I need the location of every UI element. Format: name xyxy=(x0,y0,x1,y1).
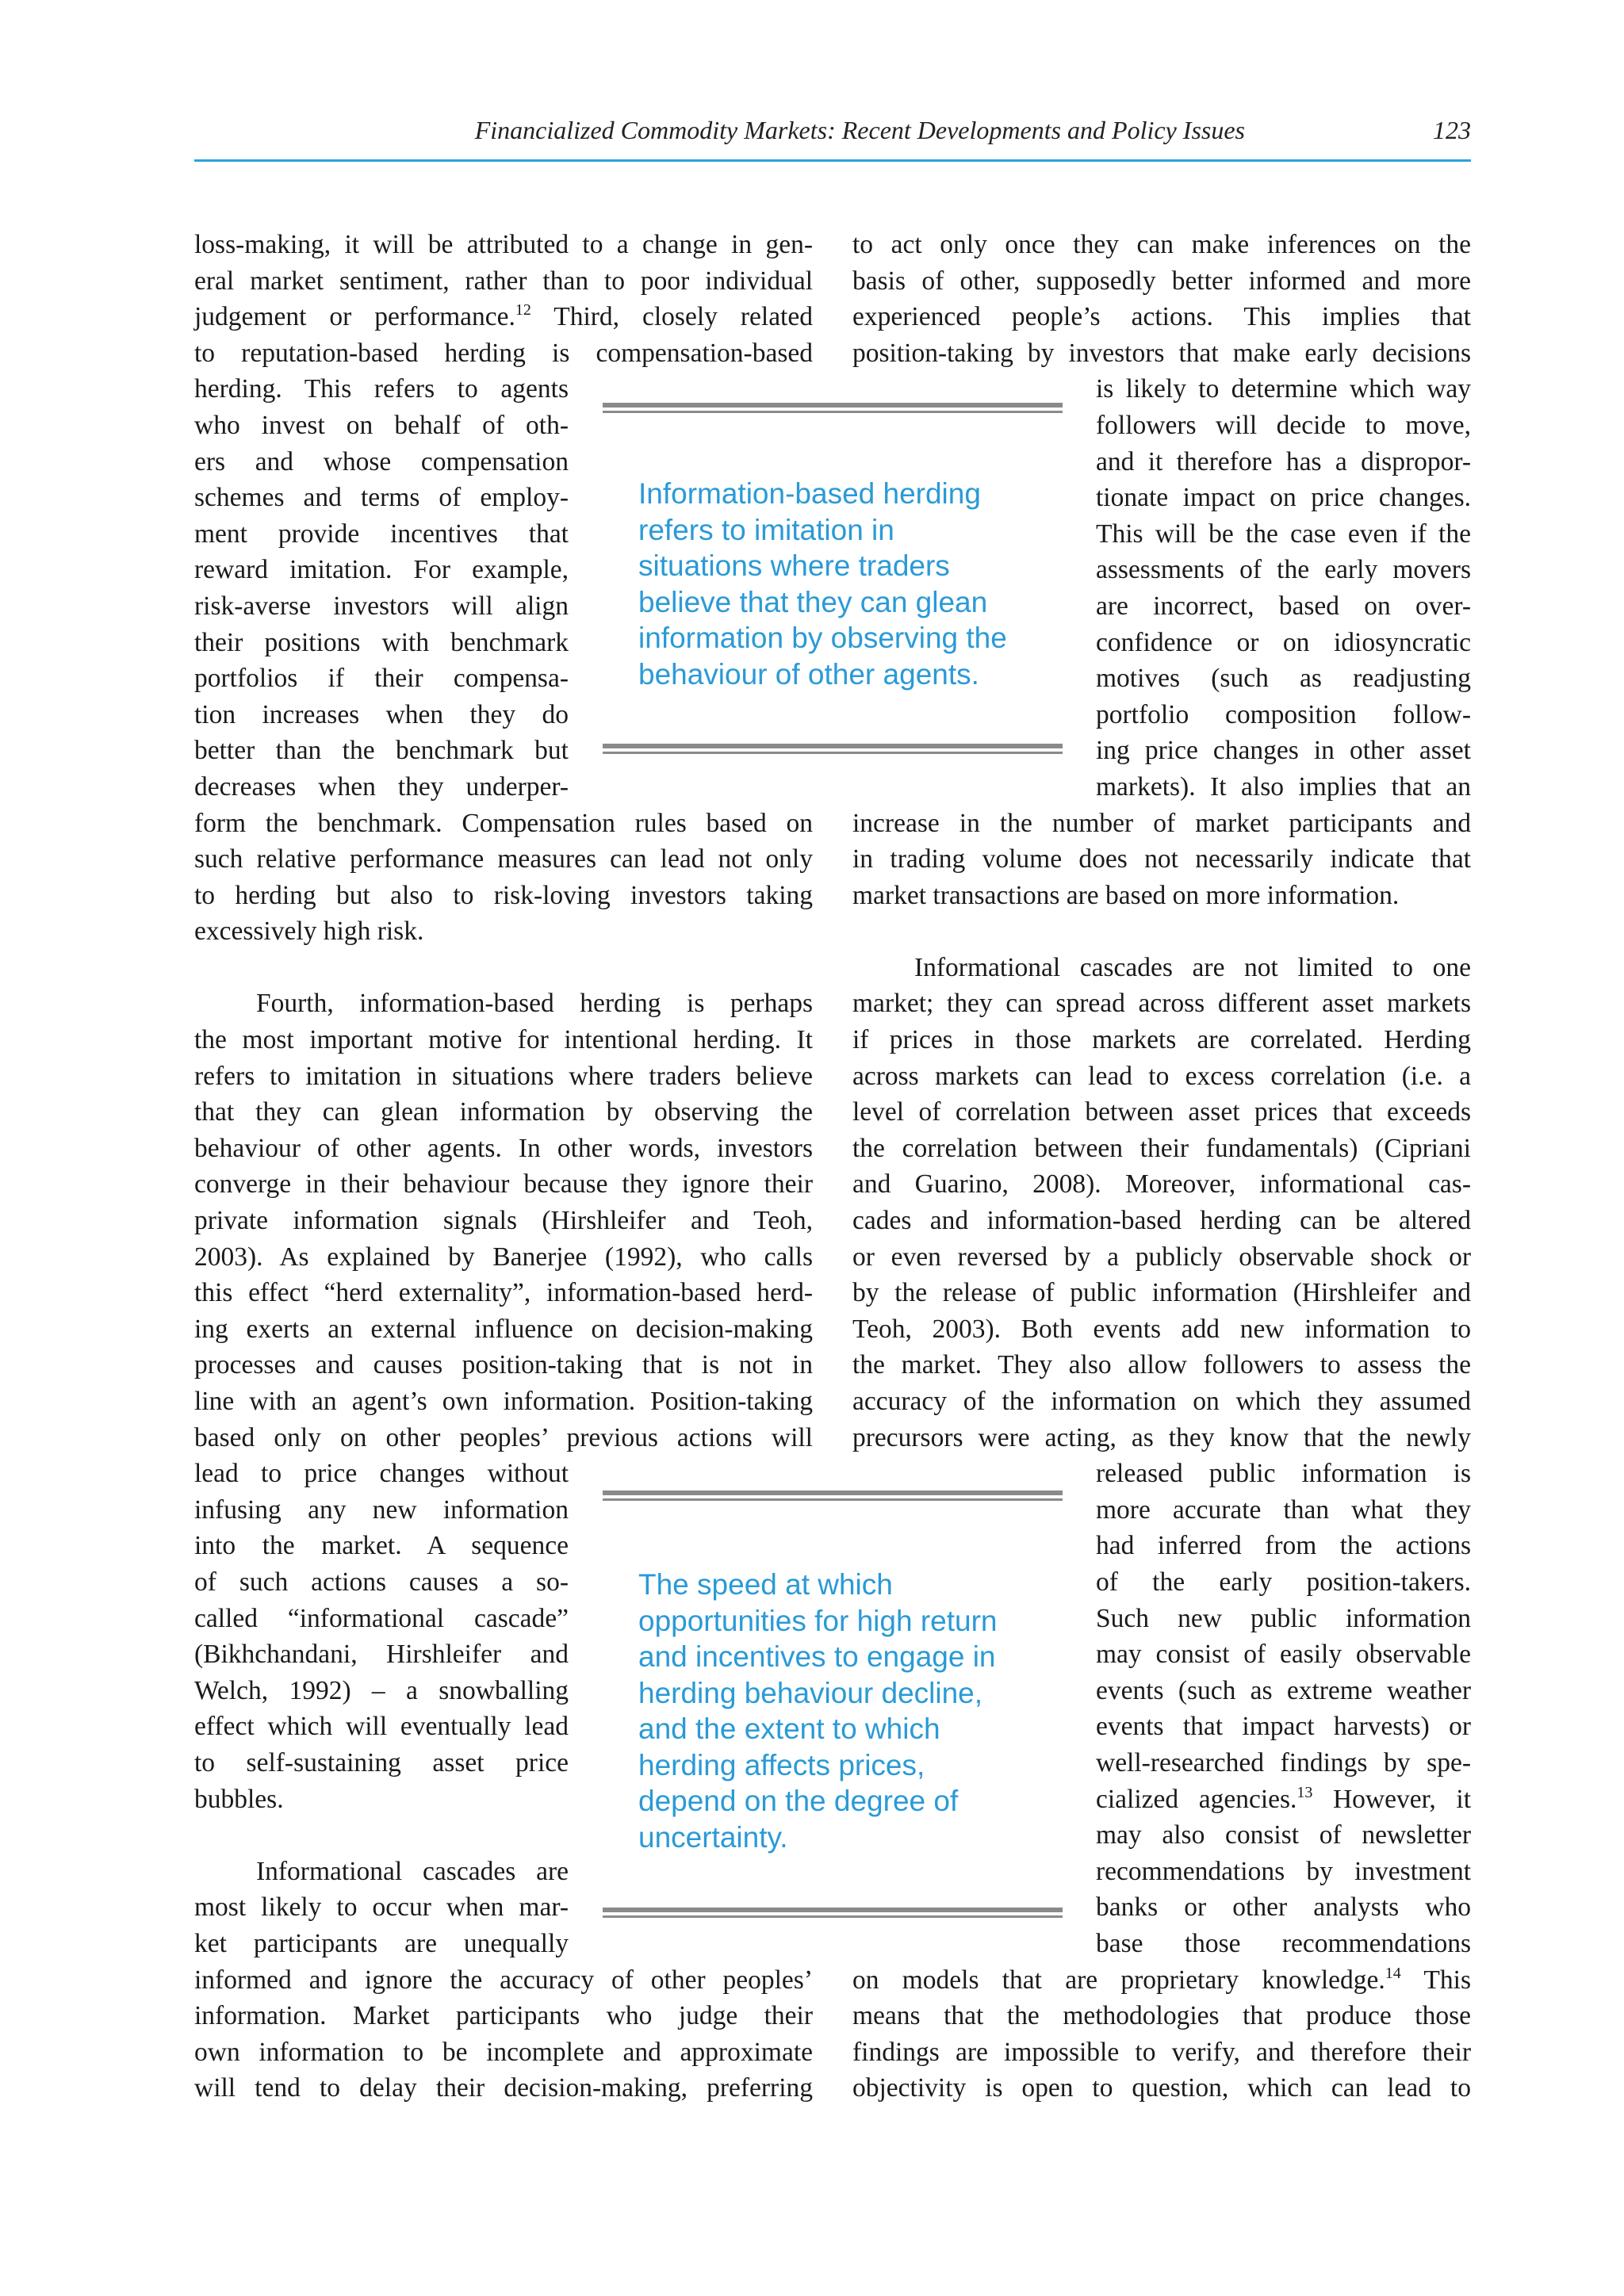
text-line: refers to imitation in situations where traders believe xyxy=(194,1061,813,1091)
header-rule xyxy=(194,159,1471,162)
pull-quote-line: behaviour of other agents. xyxy=(638,657,979,691)
text-line: behaviour of other agents. In other words, investors xyxy=(194,1133,813,1163)
footnote-ref[interactable]: 12 xyxy=(515,301,531,320)
text-line: form the benchmark. Compensation rules based on xyxy=(194,808,813,838)
pull-quote-line: and the extent to which xyxy=(638,1712,940,1745)
pull-quote xyxy=(603,403,1063,767)
text-line: the correlation between their fundamentals) (Cipriani xyxy=(852,1133,1471,1163)
text-line: to reputation-based herding is compensation-based xyxy=(194,338,813,368)
text-line: own information to be incomplete and approximate xyxy=(194,2037,813,2067)
text-line: may also consist of newsletter xyxy=(1096,1820,1471,1850)
page-number: 123 xyxy=(1433,116,1471,144)
text-line: decreases when they underper- xyxy=(194,771,569,802)
text-line: tion increases when they do xyxy=(194,699,569,729)
text-line: portfolio composition follow- xyxy=(1096,699,1471,729)
text-line: called “informational cascade” xyxy=(194,1603,569,1633)
footnote-ref[interactable]: 13 xyxy=(1297,1783,1313,1801)
text-line: their positions with benchmark xyxy=(194,627,569,657)
text-line: (Bikhchandani, Hirshleifer and xyxy=(194,1640,569,1670)
text-line: to act only once they can make inferences on the xyxy=(852,230,1471,259)
text-line: ing exerts an external influence on decision-making xyxy=(194,1314,813,1344)
text-line: most likely to occur when mar- xyxy=(194,1892,569,1923)
text-line: 2003). As explained by Banerjee (1992), who calls xyxy=(194,1242,813,1272)
text-line: of the early position-takers. xyxy=(1096,1567,1471,1597)
text-line: Teoh, 2003). Both events add new information to xyxy=(852,1314,1471,1344)
pull-quote-line: depend on the degree of xyxy=(638,1785,959,1817)
text-line: of such actions causes a so- xyxy=(194,1567,569,1597)
pull-quote-text xyxy=(638,1567,1051,1855)
text-line: effect which will eventually lead xyxy=(194,1712,569,1742)
text-line: better than the benchmark but xyxy=(194,736,569,766)
text-line: had inferred from the actions xyxy=(1096,1531,1471,1561)
text-line: objectivity is open to question, which can lead to xyxy=(852,2073,1471,2103)
text-line: tionate impact on price changes. xyxy=(1096,483,1471,513)
text-line: position-taking by investors that make early decisions xyxy=(852,338,1471,368)
text-line: by the release of public information (Hirshleifer and xyxy=(852,1278,1471,1308)
text-line: judgement or performance.$^{12}$ Third, closely related xyxy=(194,301,813,332)
pull-quote-line: herding behaviour decline, xyxy=(638,1676,983,1709)
text-line: reward imitation. For example, xyxy=(194,555,569,585)
text-line: motives (such as readjusting xyxy=(1096,664,1471,694)
text-line: lead to price changes without xyxy=(194,1459,569,1489)
text-line: portfolios if their compensa- xyxy=(194,664,569,694)
text-line: market transactions are based on more information. xyxy=(852,880,1400,910)
text-line: ers and whose compensation xyxy=(194,446,569,476)
text-line: recommendations by investment xyxy=(1096,1856,1471,1886)
text-line: processes and causes position-taking that is not in xyxy=(194,1350,813,1380)
text-line: increase in the number of market participants and xyxy=(852,808,1471,838)
text-line: or even reversed by a publicly observable shock or xyxy=(852,1242,1471,1272)
text-line: is likely to determine which way xyxy=(1096,374,1471,404)
text-line: Welch, 1992) – a snowballing xyxy=(194,1675,569,1705)
text-line: followers will decide to move, xyxy=(1096,410,1471,440)
text-line: are incorrect, based on over- xyxy=(1096,591,1471,621)
text-line: in trading volume does not necessarily indicate that xyxy=(852,844,1471,874)
pull-quote-top-rule xyxy=(603,1490,1063,1503)
text-line: experienced people’s actions. This implies that xyxy=(852,302,1471,332)
text-line: schemes and terms of employ- xyxy=(194,483,569,513)
text-line: to self-sustaining asset price xyxy=(194,1747,569,1777)
text-line: Informational cascades are not limited to one xyxy=(914,952,1471,982)
text-line xyxy=(194,950,813,986)
text-line: the market. They also allow followers to assess the xyxy=(852,1350,1471,1380)
text-line: that they can glean information by observing the xyxy=(194,1097,813,1127)
text-line: risk-averse investors will align xyxy=(194,591,569,621)
pull-quote xyxy=(603,1490,1063,1934)
pull-quote-line: believe that they can glean xyxy=(638,585,988,618)
text-line: ing price changes in other asset xyxy=(1096,736,1471,766)
text-line: events that impact harvests) or xyxy=(1096,1712,1471,1742)
text-line: eral market sentiment, rather than to poor individual xyxy=(194,266,813,296)
pull-quote-line: situations where traders xyxy=(638,549,950,582)
footnote-ref[interactable]: 14 xyxy=(1385,1964,1401,1982)
text-line: such relative performance measures can lead not only xyxy=(194,844,813,874)
text-line: excessively high risk. xyxy=(194,916,424,947)
text-line: cialized agencies.$^{13}$ However, it xyxy=(1096,1783,1471,1814)
text-line: market; they can spread across different asset markets xyxy=(852,989,1471,1019)
text-line: across markets can lead to excess correlation (i.e. a xyxy=(852,1061,1471,1091)
text-line: on models that are proprietary knowledge.$^{14}$ This xyxy=(852,1964,1471,1995)
text-line: Fourth, information-based herding is perhaps xyxy=(256,989,813,1019)
text-line: into the market. A sequence xyxy=(194,1531,569,1561)
text-line: markets). It also implies that an xyxy=(1096,771,1471,802)
text-line: events (such as extreme weather xyxy=(1096,1675,1471,1705)
text-line: may consist of easily observable xyxy=(1096,1640,1471,1670)
pull-quote-line: Information-based herding xyxy=(638,477,981,510)
text-line: loss-making, it will be attributed to a change in gen- xyxy=(194,230,813,259)
text-line: if prices in those markets are correlated. Herding xyxy=(852,1025,1471,1055)
pull-quote-line: refers to imitation in xyxy=(638,513,894,546)
text-line: this effect “herd externality”, information-based herd- xyxy=(194,1278,813,1308)
pull-quote-line: uncertainty. xyxy=(638,1820,788,1854)
text-line: Informational cascades are xyxy=(256,1856,569,1886)
text-line: confidence or on idiosyncratic xyxy=(1096,627,1471,657)
text-line xyxy=(852,913,1471,950)
text-line: and it therefore has a dispropor- xyxy=(1096,446,1471,476)
running-header-title: Financialized Commodity Markets: Recent Developments and Policy Issues xyxy=(474,116,1245,144)
pull-quote-line: herding affects prices, xyxy=(638,1748,925,1781)
text-line: the most important motive for intentional herding. It xyxy=(194,1025,813,1055)
text-line: line with an agent’s own information. Position-taking xyxy=(194,1387,813,1416)
text-line: banks or other analysts who xyxy=(1096,1892,1471,1923)
text-line: This will be the case even if the xyxy=(1096,519,1471,549)
pull-quote-line: The speed at which xyxy=(638,1568,893,1601)
text-line: to herding but also to risk-loving investors taking xyxy=(194,880,813,910)
text-line: precursors were acting, as they know that the newly xyxy=(852,1422,1471,1452)
text-line: based only on other peoples’ previous actions will xyxy=(194,1422,813,1452)
text-line: released public information is xyxy=(1096,1459,1471,1489)
pull-quote-text xyxy=(638,476,1051,692)
text-line: Such new public information xyxy=(1096,1603,1471,1633)
text-line: means that the methodologies that produce those xyxy=(852,2001,1471,2031)
pull-quote-top-rule xyxy=(603,403,1063,415)
text-line: bubbles. xyxy=(194,1784,284,1814)
text-line: assessments of the early movers xyxy=(1096,555,1471,585)
text-line: herding. This refers to agents xyxy=(194,374,569,404)
text-line: and Guarino, 2008). Moreover, informational cas- xyxy=(852,1169,1471,1200)
text-line: ment provide incentives that xyxy=(194,519,569,549)
text-line: findings are impossible to verify, and therefore their xyxy=(852,2037,1471,2067)
text-line: cades and information-based herding can be altered xyxy=(852,1206,1471,1236)
text-line: converge in their behaviour because they ignore their xyxy=(194,1169,813,1200)
text-line: basis of other, supposedly better informed and more xyxy=(852,266,1471,296)
pull-quote-bottom-rule xyxy=(603,744,1063,756)
text-line: ket participants are unequally xyxy=(194,1928,569,1958)
text-line: will tend to delay their decision-making, preferring xyxy=(194,2073,813,2103)
text-line: informed and ignore the accuracy of other peoples’ xyxy=(194,1965,813,1995)
pull-quote-line: information by observing the xyxy=(638,622,1007,654)
text-line: private information signals (Hirshleifer and Teoh, xyxy=(194,1206,813,1236)
text-line: infusing any new information xyxy=(194,1494,569,1525)
pull-quote-line: opportunities for high return xyxy=(638,1604,998,1637)
text-line: who invest on behalf of oth- xyxy=(194,410,569,440)
text-line: accuracy of the information on which they assumed xyxy=(852,1387,1471,1416)
pull-quote-bottom-rule xyxy=(603,1908,1063,1920)
text-line: base those recommendations xyxy=(1096,1928,1471,1958)
text-line: more accurate than what they xyxy=(1096,1494,1471,1525)
text-line: information. Market participants who judge their xyxy=(194,2001,813,2031)
pull-quote-line: and incentives to engage in xyxy=(638,1640,996,1673)
text-line: well-researched findings by spe- xyxy=(1096,1747,1471,1777)
text-line: level of correlation between asset prices that exceeds xyxy=(852,1097,1471,1127)
